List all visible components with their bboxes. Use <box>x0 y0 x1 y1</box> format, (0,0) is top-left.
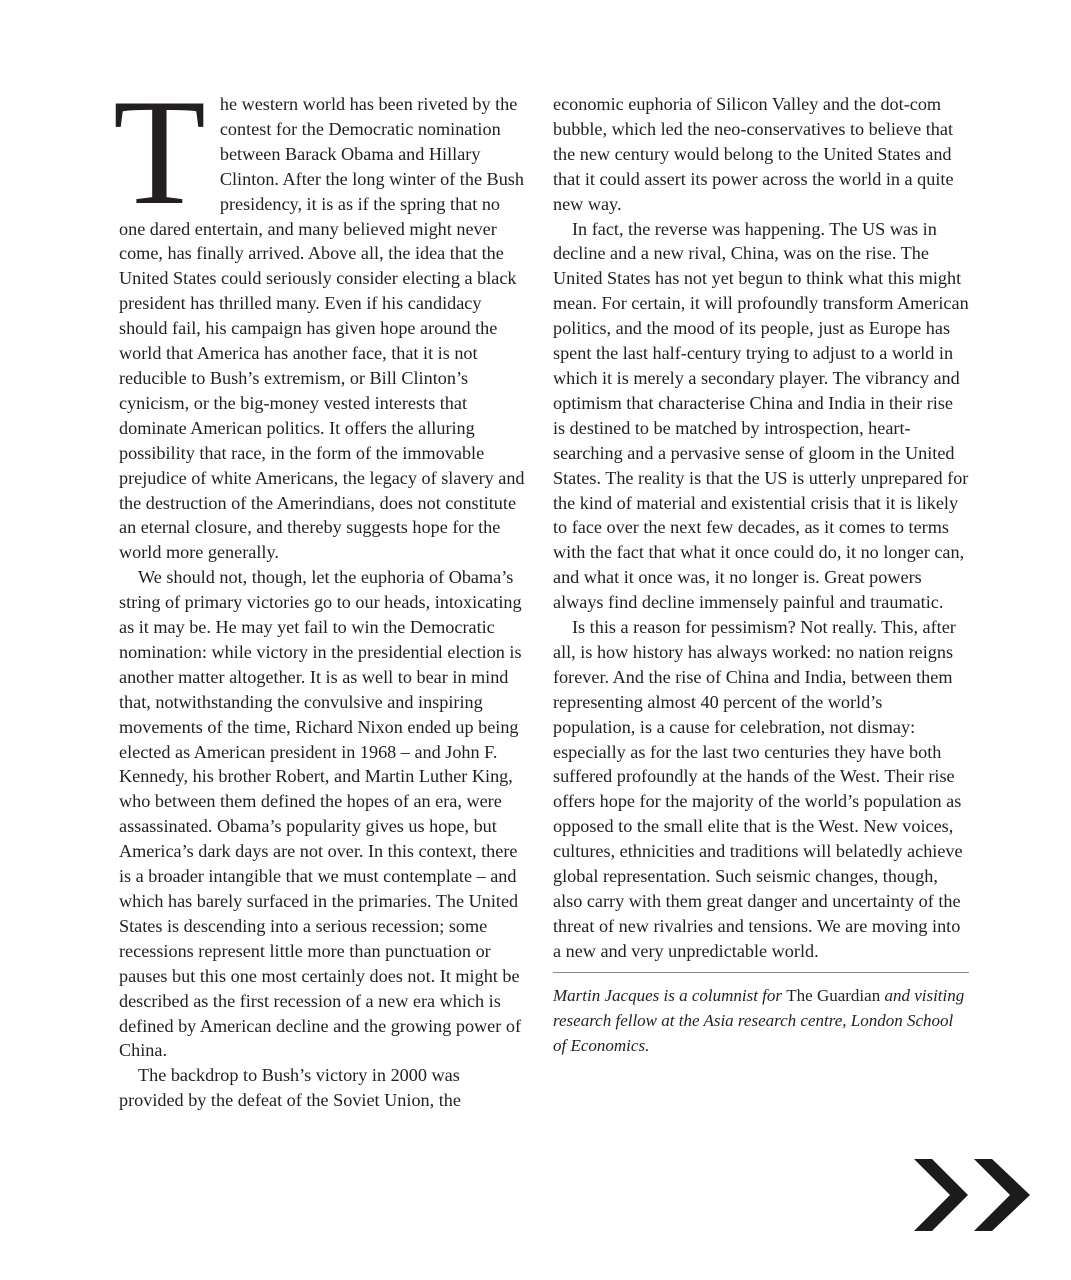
paragraph-2: We should not, though, let the euphoria of Obama’s string of primary victories go to our heads, intoxicating as it may be. He may yet fail to win the Democratic nomination: while victory in the presidential election is another matter altogether. It is as well to bear in mind that, notwithstanding the convulsive and inspiring movements of the time, Richard Nixon ended up being elected as American president in 1968 – and John F. Kennedy, his brother Robert, and Martin Luther King, who between them defined the hopes of an era, were assassinated. Obama’s popularity gives us hope, but America’s dark days are not over. In this context, there is a broader intangible that we must contemplate – and which has barely surfaced in the primaries. The United States is descending into a serious recession; some recessions represent little more than punctuation or pauses but this one most certainly does not. It might be described as the first recession of a new era which is defined by American decline and the growing power of China. <box>119 567 522 1061</box>
paragraph-3: The backdrop to Bush’s victory in 2000 was provided by the defeat of the Soviet Union, the <box>119 1065 461 1111</box>
paragraph-1-text: he western world has been riveted by the contest for the Democratic nomination between Barack Obama and Hillary Clinton. After the long winter of the Bush presidency, it is as if the spring that no one dared entertain, and many believed might never come, has finally arrived. Above all, the idea that the United States could seriously consider electing a black president has thrilled many. Even if his candidacy should fail, his campaign has given hope around the world that America has another face, that it is not reducible to Bush’s extremism, or Bill Clinton’s cynicism, or the big-money vested interests that dominate American politics. It offers the alluring possibility that race, in the form of the immovable prejudice of white Americans, the legacy of slavery and the destruction of the Amerindians, does not constitute an eternal closure, and thereby suggests hope for the world more generally. <box>119 94 525 563</box>
byline-divider <box>553 972 969 973</box>
left-column <box>113 68 527 1113</box>
paragraph-1 <box>113 68 527 565</box>
paragraph-4: In fact, the reverse was happening. The US was in decline and a new rival, China, was on the rise. The United States has not yet begun to think what this might mean. For certain, it will profoundly transform American politics, and the mood of its people, just as Europe has spent the last half-century trying to adjust to a world in which it is merely a secondary player. The vibrancy and optimism that characterise China and India in their rise is destined to be matched by introspection, heart-searching and a pervasive sense of gloom in the United States. The reality is that the US is utterly unprepared for the kind of material and existential crisis that it is likely to face over the next few decades, as it comes to terms with the fact that what it once could do, it no longer can, and what it once was, it no longer is. Great powers always find decline immensely painful and traumatic. <box>553 218 969 613</box>
drop-cap: T <box>113 68 206 236</box>
double-chevron-right-icon <box>910 1155 1035 1235</box>
author-byline: Martin Jacques is a columnist for The Guardian and visiting research fellow at the Asia research centre, London School of Economics. <box>553 985 965 1055</box>
paragraph-3-continued: economic euphoria of Silicon Valley and the dot-com bubble, which led the neo-conservatives to believe that the new century would belong to the United States and that it could assert its power across the world in a quite new way. <box>553 94 954 214</box>
paragraph-5: Is this a reason for pessimism? Not really. This, after all, is how history has always worked: no nation reigns forever. And the rise of China and India, between them representing almost 40 percent of the world’s population, is a cause for celebration, not dismay: especially as for the last two centuries they have both suffered profoundly at the hands of the West. Their rise offers hope for the majority of the world’s population as opposed to the small elite that is the West. New voices, cultures, ethnicities and traditions will belatedly achieve global representation. Such seismic changes, though, also carry with them great danger and uncertainty of the threat of new rivalries and tensions. We are moving into a new and very unpredictable world. <box>553 617 963 961</box>
publication-name: The Guardian <box>786 985 881 1005</box>
right-column <box>553 92 969 1058</box>
